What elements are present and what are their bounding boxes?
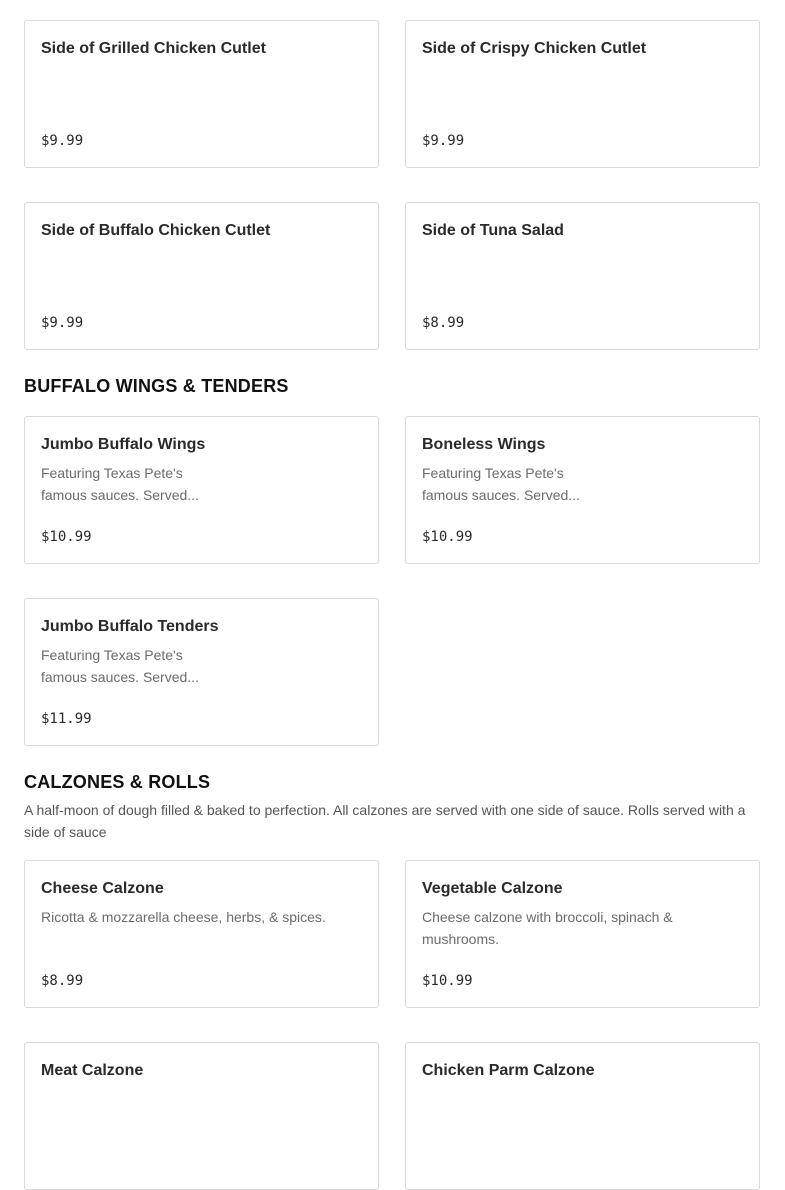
menu-item-price: $8.99 xyxy=(41,973,84,989)
menu-item-price: $9.99 xyxy=(422,133,465,149)
menu-item-description: Featuring Texas Pete's famous sauces. Served... xyxy=(41,647,199,685)
menu-item-price: $8.99 xyxy=(422,315,465,331)
menu-item-name: Side of Crispy Chicken Cutlet xyxy=(422,40,647,57)
menu-item-name: Jumbo Buffalo Tenders xyxy=(41,618,219,635)
menu-item-card[interactable] xyxy=(24,416,379,564)
menu-item-description: Featuring Texas Pete's famous sauces. Served... xyxy=(422,465,580,503)
menu-item-price: $11.99 xyxy=(41,711,92,727)
menu-item-name: Side of Tuna Salad xyxy=(422,222,564,239)
menu-item-card[interactable] xyxy=(24,20,379,168)
menu-item-name: Side of Grilled Chicken Cutlet xyxy=(41,40,266,57)
menu-item-name: Cheese Calzone xyxy=(41,880,164,897)
menu-item-price: $9.99 xyxy=(41,133,84,149)
menu-item-price: $10.99 xyxy=(422,529,473,545)
menu-item-card[interactable] xyxy=(405,860,760,1008)
menu-item-price: $9.99 xyxy=(41,315,84,331)
menu-item-description: Ricotta & mozzarella cheese, herbs, & spices. xyxy=(41,909,326,925)
menu-item-card[interactable] xyxy=(24,860,379,1008)
menu-item-card[interactable] xyxy=(405,416,760,564)
menu-item-description: Featuring Texas Pete's famous sauces. Served... xyxy=(41,465,199,503)
menu-item-card[interactable] xyxy=(405,202,760,350)
menu-item-name: Chicken Parm Calzone xyxy=(422,1062,595,1079)
menu-item-card[interactable] xyxy=(405,1042,760,1190)
menu-item-price: $10.99 xyxy=(422,973,473,989)
menu-item-name: Meat Calzone xyxy=(41,1062,144,1079)
menu-item-card[interactable] xyxy=(24,1042,379,1190)
menu-item-name: Jumbo Buffalo Wings xyxy=(41,436,206,453)
section-title-wings: BUFFALO WINGS & TENDERS xyxy=(24,376,289,396)
section-description: A half-moon of dough filled & baked to perfection. All calzones are served with one side of sauce. Rolls served with a side of sauce xyxy=(24,802,746,840)
menu-item-name: Boneless Wings xyxy=(422,436,546,453)
section-title-calzones: CALZONES & ROLLS xyxy=(24,772,211,792)
menu-item-card[interactable] xyxy=(405,20,760,168)
menu-item-name: Vegetable Calzone xyxy=(422,880,563,897)
menu-item-description: Cheese calzone with broccoli, spinach & mushrooms. xyxy=(422,909,673,947)
menu-item-price: $10.99 xyxy=(41,529,92,545)
menu-item-card[interactable] xyxy=(24,598,379,746)
menu-item-name: Side of Buffalo Chicken Cutlet xyxy=(41,222,271,239)
menu-item-card[interactable] xyxy=(24,202,379,350)
